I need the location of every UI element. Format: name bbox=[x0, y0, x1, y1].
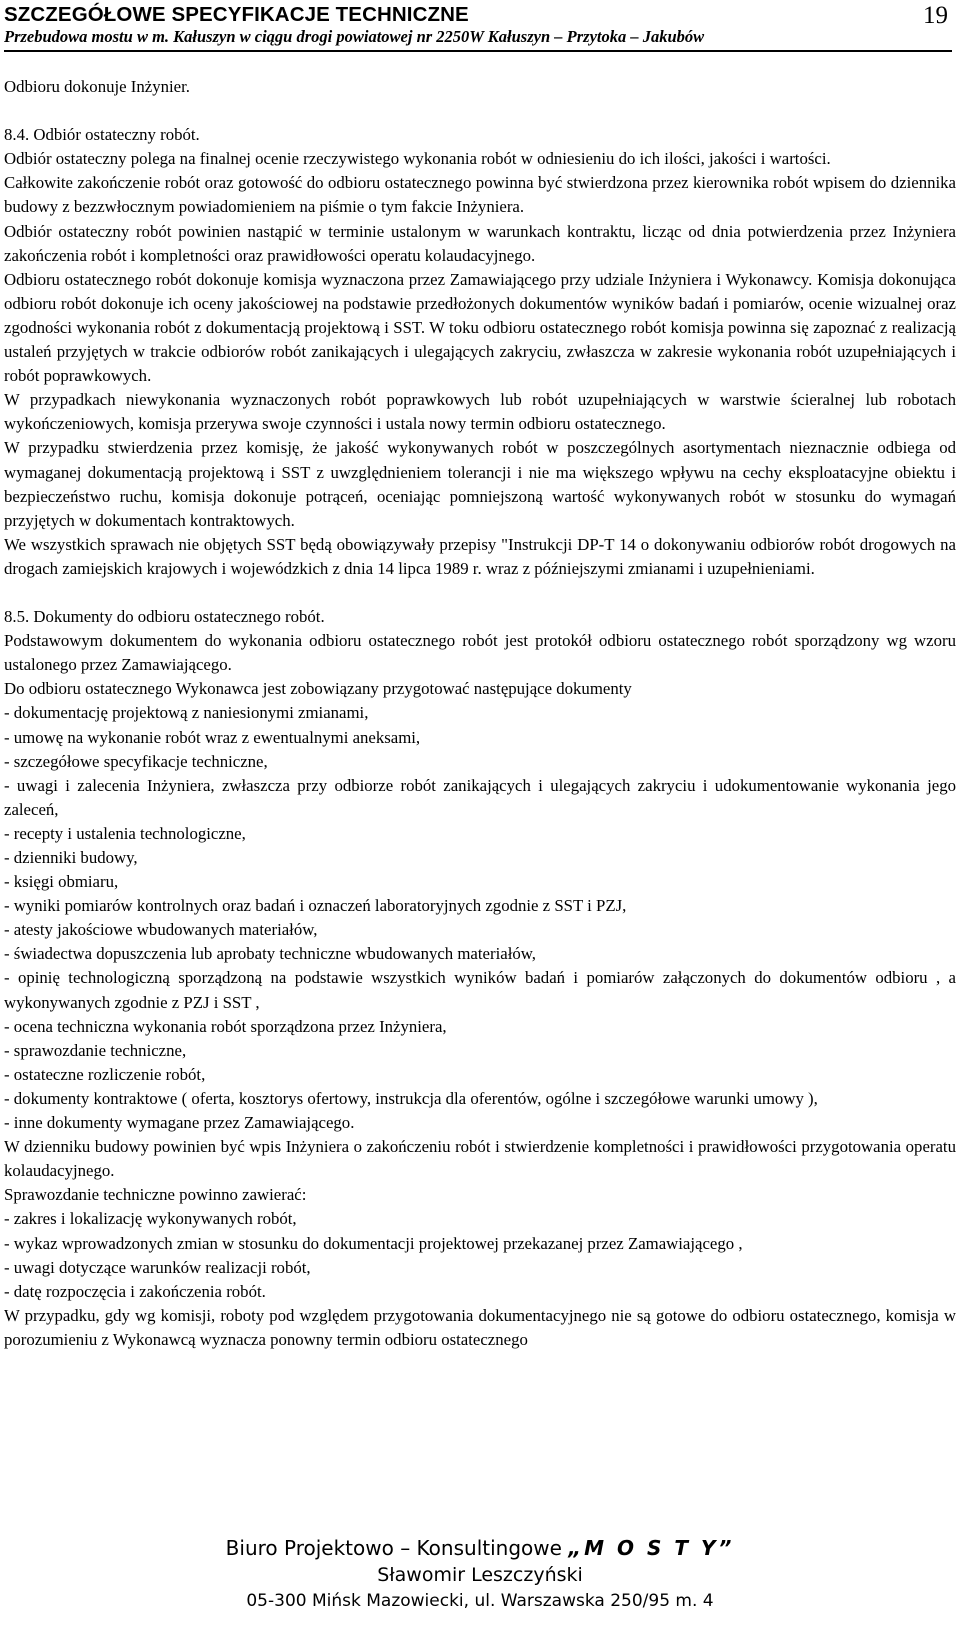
list-item: - datę rozpoczęcia i zakończenia robót. bbox=[4, 1281, 266, 1301]
list-item: - dzienniki budowy, bbox=[4, 848, 138, 867]
document-body bbox=[4, 75, 956, 1352]
footer-address: 05-300 Mińsk Mazowiecki, ul. Warszawska 250/95 m. 4 bbox=[246, 1591, 714, 1611]
page-footer bbox=[0, 1534, 960, 1613]
paragraph: Podstawowym dokumentem do wykonania odbioru ostatecznego robót jest protokół odbioru ostatecznego robót sporządzony wg wzoru ustalonego przez Zamawiającego. bbox=[4, 631, 956, 675]
blank-line bbox=[4, 581, 956, 605]
list-item: - księgi obmiaru, bbox=[4, 872, 119, 892]
list-item: - uwagi i zalecenia Inżyniera, zwłaszcza przy odbiorze robót zanikających i ulegających zakryciu i udokumentowanie wykonania jego zaleceń, bbox=[4, 775, 956, 819]
paragraph: We wszystkich sprawach nie objętych SST będą obowiązywały przepisy "Instrukcji DP-T 14 o dokonywaniu odbiorów robót drogowych na drogach zamiejskich krajowych i wojewódzkich z dnia 14 lipca 1989 r. wraz z późniejszymi zmianami i uzupełnieniami. bbox=[4, 534, 956, 578]
paragraph: W przypadkach niewykonania wyznaczonych robót poprawkowych lub robót uzupełniających w warstwie ścieralnej lub robotach wykończeniowych, komisja przerywa swoje czynności i ustala nowy termin odbioru ostatecznego. bbox=[4, 390, 956, 434]
list-item: - recepty i ustalenia technologiczne, bbox=[4, 823, 246, 843]
paragraph: Całkowite zakończenie robót oraz gotowość do odbioru ostatecznego powinna być stwierdzona przez kierownika robót wpisem do dziennika budowy z bezzwłocznym powiadomieniem na piśmie o tym fakcie Inżyniera. bbox=[4, 173, 956, 217]
footer-company-prefix: Biuro Projektowo – Konsultingowe bbox=[225, 1536, 562, 1560]
page-number: 19 bbox=[923, 2, 948, 29]
section-heading: 8.4. Odbiór ostateczny robót. bbox=[4, 125, 200, 145]
list-item: - wykaz wprowadzonych zmian w stosunku do dokumentacji projektowej przekazanej przez Zamawiającego , bbox=[4, 1233, 743, 1253]
section-heading: 8.5. Dokumenty do odbioru ostatecznego robót. bbox=[4, 607, 325, 627]
list-item: - dokumenty kontraktowe ( oferta, kosztorys ofertowy, instrukcja dla oferentów, ogólne i szczegółowe warunki umowy ), bbox=[4, 1088, 818, 1108]
list-item: - ostateczne rozliczenie robót, bbox=[4, 1064, 206, 1084]
list-item: - sprawozdanie techniczne, bbox=[4, 1040, 187, 1060]
paragraph: Odbiór ostateczny robót powinien nastąpić w terminie ustalonym w warunkach kontraktu, licząc od dnia potwierdzenia przez Inżyniera zakończenia robót i kompletności oraz prawidłowości operatu kolaudacyjnego. bbox=[4, 221, 956, 265]
footer-company bbox=[0, 1534, 960, 1562]
paragraph: Sprawozdanie techniczne powinno zawierać: bbox=[4, 1185, 307, 1205]
list-item: - zakres i lokalizację wykonywanych robót, bbox=[4, 1209, 297, 1229]
paragraph: W przypadku stwierdzenia przez komisję, że jakość wykonywanych robót w poszczególnych asortymentach nieznacznie odbiega od wymaganej dokumentacją projektową i SST z uwzględnieniem tolerancji i nie ma większego wpływu na cechy eksploatacyjne obiektu i bezpieczeństwo ruchu, komisja dokonuje potrąceń, oceniając pomniejszoną wartość wykonywanych robót w stosunku do wymagań przyjętych w dokumentach kontraktowych. bbox=[4, 438, 956, 530]
document-subtitle: Przebudowa mostu w m. Kałuszyn w ciągu drogi powiatowej nr 2250W Kałuszyn – Przytoka – Jakubów bbox=[4, 27, 705, 46]
page-header bbox=[0, 0, 960, 52]
list-item: - inne dokumenty wymagane przez Zamawiającego. bbox=[4, 1113, 355, 1133]
list-item: - świadectwa dopuszczenia lub aprobaty techniczne wbudowanych materiałów, bbox=[4, 944, 536, 964]
paragraph: W dzienniku budowy powinien być wpis Inżyniera o zakończeniu robót i stwierdzenie kompletności i prawidłowości przygotowania operatu kolaudacyjnego. bbox=[4, 1137, 956, 1181]
blank-line bbox=[4, 99, 956, 123]
list-item: - atesty jakościowe wbudowanych materiałów, bbox=[4, 920, 318, 940]
header-divider bbox=[4, 50, 952, 52]
paragraph: Odbiór ostateczny polega na finalnej ocenie rzeczywistego wykonania robót w odniesieniu do ich ilości, jakości i wartości. bbox=[4, 149, 831, 169]
document-title: SZCZEGÓŁOWE SPECYFIKACJE TECHNICZNE bbox=[4, 3, 469, 26]
paragraph: Odbioru dokonuje Inżynier. bbox=[4, 77, 190, 96]
list-item: - opinię technologiczną sporządzoną na podstawie wszystkich wyników badań i pomiarów załączonych do dokumentów odbioru , a wykonywanych zgodnie z PZJ i SST , bbox=[4, 968, 956, 1012]
list-item: - umowę na wykonanie robót wraz z ewentualnymi aneksami, bbox=[4, 727, 421, 747]
paragraph: Do odbioru ostatecznego Wykonawca jest zobowiązany przygotować następujące dokumenty bbox=[4, 679, 632, 699]
list-item: - dokumentację projektową z naniesionymi zmianami, bbox=[4, 703, 369, 723]
paragraph: W przypadku, gdy wg komisji, roboty pod względem przygotowania dokumentacyjnego nie są gotowe do odbioru ostatecznego, komisja w porozumieniu z Wykonawcą wyznacza ponowny termin odbioru ostatecznego bbox=[4, 1305, 956, 1349]
list-item: - szczegółowe specyfikacje techniczne, bbox=[4, 751, 268, 771]
footer-company-logo: „M O S T Y” bbox=[568, 1536, 735, 1560]
paragraph: Odbioru ostatecznego robót dokonuje komisja wyznaczona przez Zamawiającego przy udziale Inżyniera i Wykonawcy. Komisja dokonująca odbioru robót dokonuje ich oceny jakościowej na podstawie przedłożonych dokumentów wyników badań i pomiarów, ocenie wizualnej oraz zgodności wykonania robót z dokumentacją projektową i SST. W toku odbioru ostatecznego robót komisja powinna się zapoznać z realizacją ustaleń przyjętych w trakcie odbiorów robót zanikających i ulegających zakryciu, zwłaszcza w zakresie wykonania robót uzupełniających i robót poprawkowych. bbox=[4, 269, 956, 386]
list-item: - ocena techniczna wykonania robót sporządzona przez Inżyniera, bbox=[4, 1016, 447, 1036]
list-item: - uwagi dotyczące warunków realizacji robót, bbox=[4, 1257, 311, 1277]
footer-name: Sławomir Leszczyński bbox=[377, 1564, 583, 1586]
list-item: - wyniki pomiarów kontrolnych oraz badań i oznaczeń laboratoryjnych zgodnie z SST i PZJ, bbox=[4, 896, 627, 916]
